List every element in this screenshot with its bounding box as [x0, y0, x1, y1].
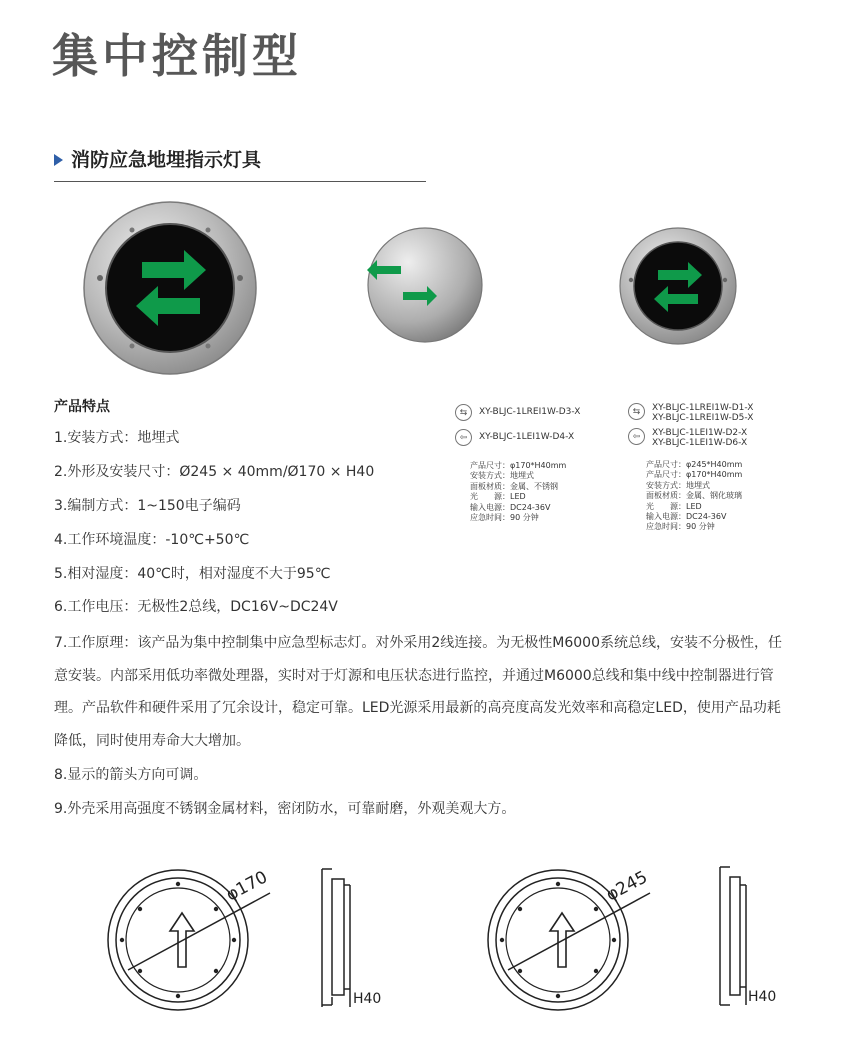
model-code-pair: [652, 403, 753, 423]
model-code: XY-BLJC-1LEI1W-D6-X: [652, 438, 748, 448]
product-photo-large: [80, 200, 260, 376]
spec-line: 光 源：LED: [646, 501, 702, 511]
model-code: XY-BLJC-1LREI1W-D3-X: [479, 407, 581, 417]
height-label: H40: [748, 989, 777, 1005]
spec-list: [646, 460, 742, 533]
double-arrow-icon: ⇆: [628, 403, 645, 420]
diameter-label: φ170: [222, 867, 271, 906]
feature-item: 3.编制方式：1~150电子编码: [54, 498, 241, 514]
spec-line: 光 源：LED: [470, 492, 526, 502]
model-code-pair: [652, 428, 747, 448]
model-code: XY-BLJC-1LREI1W-D5-X: [652, 413, 754, 423]
feature-item: 6.工作电压：无极性2总线，DC16V~DC24V: [54, 599, 338, 615]
spec-line: 安装方式：地埋式: [470, 471, 534, 481]
features-heading: 产品特点: [54, 399, 110, 415]
model-row: [455, 404, 580, 421]
model-row: [628, 403, 753, 423]
section-title: [54, 148, 261, 172]
spec-line: 面板材质：金属、不锈钢: [470, 481, 558, 491]
page-title: 集中控制型: [52, 29, 302, 83]
feature-item: 9.外壳采用高强度不锈钢金属材料，密闭防水，可靠耐磨，外观美观大方。: [54, 801, 516, 817]
arrow-left-icon: ⇦: [628, 428, 645, 445]
height-label: H40: [353, 991, 382, 1007]
spec-line: 输入电源：DC24-36V: [646, 512, 727, 522]
spec-line: 产品尺寸：φ170*H40mm: [470, 461, 567, 470]
technical-drawing-170: [100, 855, 400, 1015]
triangle-bullet-icon: [54, 154, 63, 166]
spec-line: 安装方式：地埋式: [646, 480, 710, 490]
feature-item: 2.外形及安装尺寸：Ø245 × 40mm/Ø170 × H40: [54, 464, 375, 480]
model-row: [628, 428, 747, 448]
spec-line: 输入电源：DC24-36V: [470, 502, 551, 512]
double-arrow-icon: ⇆: [455, 404, 472, 421]
diameter-label: φ245: [602, 867, 651, 906]
section-divider: [54, 181, 426, 182]
spec-line: 面板材质：金属、钢化玻璃: [646, 491, 742, 501]
product-photo-medium: [618, 226, 738, 346]
feature-item: 5.相对湿度：40℃时，相对湿度不大于95℃: [54, 566, 331, 582]
model-code: XY-BLJC-1LREI1W-D1-X: [652, 403, 754, 413]
model-code: XY-BLJC-1LEI1W-D4-X: [479, 432, 575, 442]
feature-item: 4.工作环境温度：-10℃+50℃: [54, 532, 250, 548]
spec-list: [470, 461, 566, 523]
spec-line: 应急时间：90 分钟: [470, 513, 539, 523]
spec-line: 产品尺寸：φ245*H40mm: [646, 460, 743, 469]
model-row: [455, 429, 574, 446]
spec-line: 应急时间：90 分钟: [646, 522, 715, 532]
technical-drawing-245: [480, 855, 800, 1015]
feature-item: 8.显示的箭头方向可调。: [54, 767, 208, 783]
feature-item: 1.安装方式：地埋式: [54, 430, 180, 446]
feature-paragraph: 7.工作原理：该产品为集中控制集中应急型标志灯。对外采用2线连接。为无极性M6000系统总线，安装不分极性，任意安装。内部采用低功率微处理器，实时对于灯源和电压状态进行监控，并通过M6000总线和集中线中控制器进行管理。产品软件和硬件采用了冗余设计，稳定可靠。LED光源采用最新的高亮度高发光效率和高稳定LED，使用产品功耗降低，同时使用寿命大大增加。: [54, 635, 782, 750]
product-photo-small: [365, 226, 485, 344]
section-title-text: 消防应急地埋指示灯具: [71, 149, 262, 171]
model-code: XY-BLJC-1LEI1W-D2-X: [652, 428, 748, 438]
arrow-left-icon: ⇦: [455, 429, 472, 446]
spec-line: 产品尺寸：φ170*H40mm: [646, 470, 743, 480]
